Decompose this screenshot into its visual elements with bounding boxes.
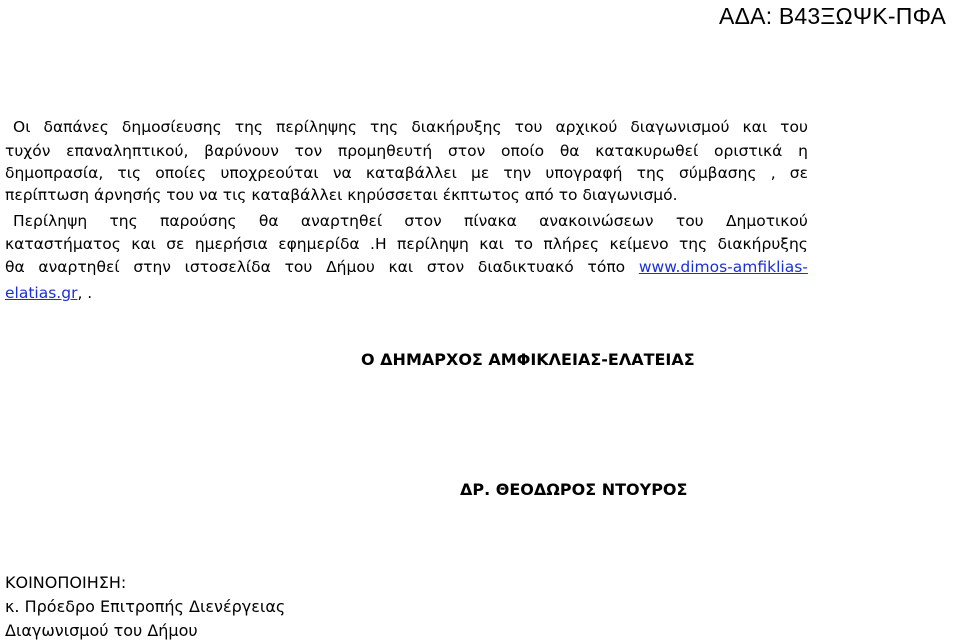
recipient-line: Διαγωνισμού του Δήμου bbox=[5, 621, 198, 640]
word: και bbox=[479, 235, 504, 253]
word: σε bbox=[166, 235, 185, 253]
mayor-title: Ο ΔΗΜΑΡΧΟΣ ΑΜΦΙΚΛΕΙΑΣ-ΕΛΑΤΕΙΑΣ bbox=[361, 350, 695, 369]
word: θα bbox=[258, 212, 279, 230]
word: δημοπρασία, bbox=[5, 164, 104, 182]
word: Δήμου bbox=[326, 258, 375, 276]
word: οποίο bbox=[501, 142, 545, 160]
word: την bbox=[503, 164, 532, 182]
word: δημοσίευσης bbox=[121, 118, 222, 136]
word: αναρτηθεί bbox=[300, 212, 383, 230]
word: δαπάνες bbox=[43, 118, 109, 136]
word: διαγωνισμού bbox=[630, 118, 730, 136]
website-link[interactable]: www.dimos-amfiklias- bbox=[638, 258, 808, 276]
word: προμηθευτή bbox=[337, 142, 433, 160]
word: Οι bbox=[13, 118, 31, 136]
word: εφημερίδα bbox=[278, 235, 360, 253]
word: της bbox=[636, 164, 665, 182]
word: καταβάλλει bbox=[365, 164, 457, 182]
word: της bbox=[370, 118, 399, 136]
word: πίνακα bbox=[464, 212, 517, 230]
word: η bbox=[798, 142, 808, 160]
word: κατακυρωθεί bbox=[595, 142, 699, 160]
word: οριστικά bbox=[714, 142, 783, 160]
paragraph-line bbox=[5, 283, 92, 303]
word: , bbox=[770, 164, 776, 182]
word: του bbox=[284, 258, 313, 276]
paragraph-line bbox=[5, 141, 808, 161]
word: .Η bbox=[370, 235, 387, 253]
word: το bbox=[514, 235, 534, 253]
paragraph-line bbox=[13, 211, 808, 231]
word: αναρτηθεί bbox=[38, 258, 120, 276]
signatory-name: ΔΡ. ΘΕΟΔΩΡΟΣ ΝΤΟΥΡΟΣ bbox=[460, 480, 688, 499]
word: οποίες bbox=[155, 164, 207, 182]
word: παρούσης bbox=[160, 212, 237, 230]
word: να bbox=[332, 164, 352, 182]
word: σε bbox=[789, 164, 808, 182]
word: ανακοινώσεων bbox=[539, 212, 654, 230]
word: Περίληψη bbox=[13, 212, 88, 230]
word: διακήρυξης bbox=[717, 235, 808, 253]
word: θα bbox=[5, 258, 25, 276]
word: υποχρεούται bbox=[220, 164, 319, 182]
word: της bbox=[109, 212, 138, 230]
word: και bbox=[742, 118, 768, 136]
word: της bbox=[234, 118, 264, 136]
word: του bbox=[780, 118, 808, 136]
word: του bbox=[675, 212, 704, 230]
word: ιστοσελίδα bbox=[184, 258, 271, 276]
word: θα bbox=[559, 142, 580, 160]
word: περίληψης bbox=[276, 118, 357, 136]
word: κείμενο bbox=[609, 235, 669, 253]
word: διακήρυξης bbox=[411, 118, 502, 136]
word: διαδικτυακό bbox=[477, 258, 574, 276]
word: περίληψη bbox=[397, 235, 469, 253]
website-link-continued[interactable]: elatias.gr bbox=[5, 284, 78, 302]
word: σύμβασης bbox=[679, 164, 757, 182]
word: στον bbox=[404, 212, 442, 230]
word: επαναληπτικού, bbox=[66, 142, 189, 160]
word: καταστήματος bbox=[5, 235, 121, 253]
word: τις bbox=[117, 164, 142, 182]
word: στον bbox=[426, 258, 465, 276]
word: τον bbox=[294, 142, 323, 160]
document-ada-code: ΑΔΑ: Β43ΞΩΨΚ-ΠΦΑ bbox=[719, 3, 946, 29]
word: αρχικού bbox=[555, 118, 618, 136]
paragraph-line bbox=[5, 163, 808, 183]
word: του bbox=[514, 118, 543, 136]
trailing-punctuation: , . bbox=[77, 284, 93, 302]
word: τόπο bbox=[587, 258, 626, 276]
word: και bbox=[131, 235, 156, 253]
word: ημερήσια bbox=[194, 235, 268, 253]
notification-label: ΚΟΙΝΟΠΟΙΗΣΗ: bbox=[5, 573, 127, 592]
word: και bbox=[388, 258, 414, 276]
paragraph-line bbox=[13, 117, 808, 137]
word: στον bbox=[447, 142, 486, 160]
word: υπογραφή bbox=[545, 164, 623, 182]
word: με bbox=[471, 164, 490, 182]
paragraph-line: περίπτωση άρνησής του να τις καταβάλλει κηρύσσεται έκπτωτος από το διαγωνισμό. bbox=[5, 186, 678, 204]
word: τυχόν bbox=[5, 142, 51, 160]
word: Δημοτικού bbox=[725, 212, 808, 230]
word: πλήρες bbox=[543, 235, 600, 253]
word: της bbox=[678, 235, 708, 253]
paragraph-line bbox=[5, 234, 808, 254]
recipient-line: κ. Πρόεδρο Επιτροπής Διενέργειας bbox=[5, 597, 286, 616]
word: βαρύνουν bbox=[204, 142, 279, 160]
paragraph-line bbox=[5, 257, 808, 277]
word: στην bbox=[133, 258, 171, 276]
